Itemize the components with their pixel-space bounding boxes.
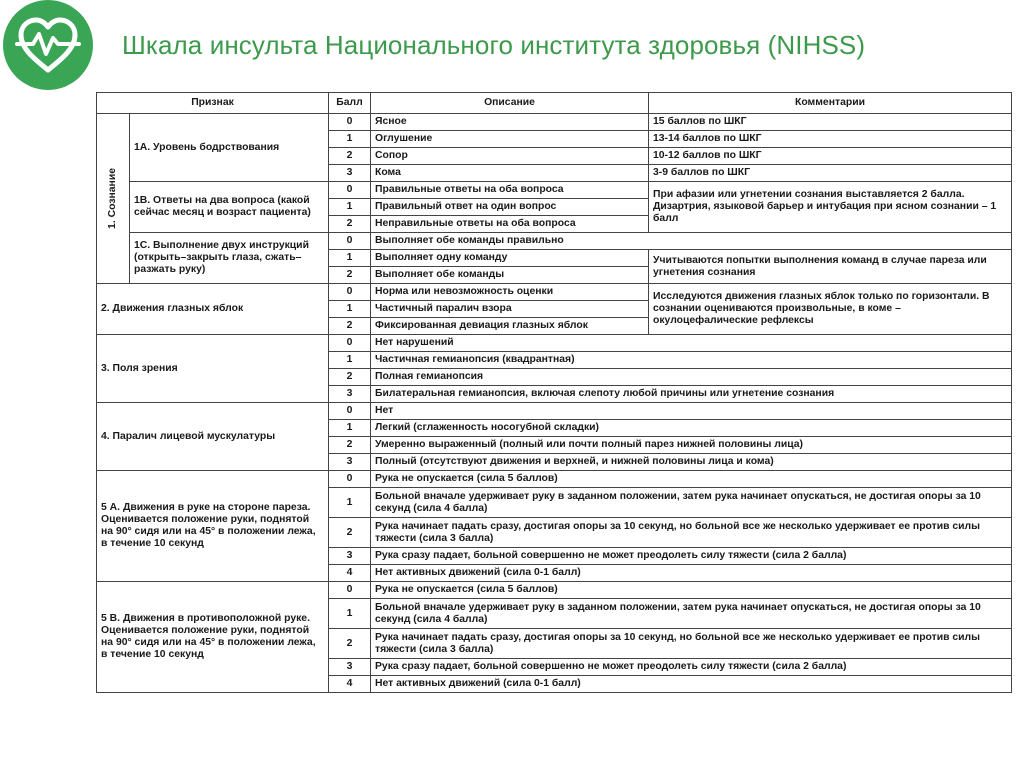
description-cell: Норма или невозможность оценки — [371, 284, 649, 301]
item-2-comment: Исследуются движения глазных яблок только по горизонтали. В сознании оцениваются произвольные, в коме – окулоцефалические рефлексы — [649, 284, 1012, 335]
item-1c-comment: Учитываются попытки выполнения команд в случае пареза или угнетения сознания — [649, 250, 1012, 284]
description-cell: Ясное — [371, 114, 649, 131]
score-cell: 4 — [329, 565, 371, 582]
score-cell: 1 — [329, 420, 371, 437]
score-cell: 0 — [329, 284, 371, 301]
item-1b-label: 1В. Ответы на два вопроса (какой сейчас месяц и возраст пациента) — [130, 182, 329, 233]
score-cell: 3 — [329, 454, 371, 471]
score-cell: 4 — [329, 676, 371, 693]
description-cell: Полный (отсутствуют движения и верхней, и нижней половины лица и кома) — [371, 454, 1012, 471]
description-cell: Рука сразу падает, больной совершенно не может преодолеть силу тяжести (сила 2 балла) — [371, 548, 1012, 565]
description-cell: Правильные ответы на оба вопроса — [371, 182, 649, 199]
table-row — [97, 582, 1012, 599]
score-cell: 1 — [329, 352, 371, 369]
description-cell: Кома — [371, 165, 649, 182]
logo — [3, 0, 93, 90]
comment-cell: 15 баллов по ШКГ — [649, 114, 1012, 131]
description-cell: Легкий (сглаженность носогубной складки) — [371, 420, 1012, 437]
comment-cell: 3-9 баллов по ШКГ — [649, 165, 1012, 182]
description-cell: Полная гемианопсия — [371, 369, 1012, 386]
item-5a-label: 5 А. Движения в руке на стороне пареза. Оценивается положение руки, поднятой на 90° сидя или на 45° в положении лежа, в течение 10 секунд — [97, 471, 329, 582]
description-cell: Рука не опускается (сила 5 баллов) — [371, 471, 1012, 488]
item-5b-label: 5 В. Движения в противоположной руке. Оценивается положение руки, поднятой на 90° сидя или на 45° в положении лежа, в течение 10 секунд — [97, 582, 329, 693]
heart-pulse-icon — [3, 0, 93, 90]
score-cell: 0 — [329, 335, 371, 352]
table-row — [97, 471, 1012, 488]
description-cell: Правильный ответ на один вопрос — [371, 199, 649, 216]
item-2-label: 2. Движения глазных яблок — [97, 284, 329, 335]
score-cell: 2 — [329, 216, 371, 233]
table-row — [97, 114, 1012, 131]
description-cell: Частичная гемианопсия (квадрантная) — [371, 352, 1012, 369]
header-row — [97, 93, 1012, 114]
score-cell: 0 — [329, 114, 371, 131]
score-cell: 3 — [329, 386, 371, 403]
description-cell: Рука начинает падать сразу, достигая опоры за 10 секунд, но больной все же несколько удерживает ее против силы тяжести (сила 3 балла) — [371, 629, 1012, 659]
description-cell: Частичный паралич взора — [371, 301, 649, 318]
header-comment: Комментарии — [649, 93, 1012, 114]
score-cell: 3 — [329, 548, 371, 565]
header-score: Балл — [329, 93, 371, 114]
description-cell: Сопор — [371, 148, 649, 165]
score-cell: 2 — [329, 437, 371, 454]
score-cell: 1 — [329, 250, 371, 267]
description-cell: Оглушение — [371, 131, 649, 148]
score-cell: 3 — [329, 659, 371, 676]
score-cell: 2 — [329, 318, 371, 335]
description-cell: Нет — [371, 403, 1012, 420]
score-cell: 2 — [329, 148, 371, 165]
description-cell: Умеренно выраженный (полный или почти полный парез нижней половины лица) — [371, 437, 1012, 454]
item-1b-comment: При афазии или угнетении сознания выставляется 2 балла. Дизартрия, языковой барьер и интубация при ясном сознании – 1 балл — [649, 182, 1012, 233]
score-cell: 2 — [329, 369, 371, 386]
header-description: Описание — [371, 93, 649, 114]
item-3-label: 3. Поля зрения — [97, 335, 329, 403]
score-cell: 2 — [329, 267, 371, 284]
description-cell: Выполняет одну команду — [371, 250, 649, 267]
item-1a-label: 1А. Уровень бодрствования — [130, 114, 329, 182]
description-cell: Рука начинает падать сразу, достигая опоры за 10 секунд, но больной все же несколько удерживает ее против силы тяжести (сила 3 балла) — [371, 518, 1012, 548]
score-cell: 1 — [329, 488, 371, 518]
nihss-table — [96, 92, 1012, 693]
consciousness-label-cell — [97, 114, 130, 284]
description-cell: Неправильные ответы на оба вопроса — [371, 216, 649, 233]
score-cell: 2 — [329, 518, 371, 548]
item-1c-label: 1С. Выполнение двух инструкций (открыть–закрыть глаза, сжать–разжать руку) — [130, 233, 329, 284]
description-cell: Выполняет обе команды правильно — [371, 233, 1012, 250]
description-cell: Нет активных движений (сила 0-1 балл) — [371, 565, 1012, 582]
page-title: Шкала инсульта Национального института здоровья (NIHSS) — [122, 30, 866, 60]
score-cell: 0 — [329, 471, 371, 488]
item-4-label: 4. Паралич лицевой мускулатуры — [97, 403, 329, 471]
score-cell: 0 — [329, 182, 371, 199]
comment-cell: 13-14 баллов по ШКГ — [649, 131, 1012, 148]
table-row — [97, 284, 1012, 301]
header-sign: Признак — [97, 93, 329, 114]
score-cell: 1 — [329, 599, 371, 629]
table-row — [97, 233, 1012, 250]
description-cell: Рука сразу падает, больной совершенно не может преодолеть силу тяжести (сила 2 балла) — [371, 659, 1012, 676]
score-cell: 0 — [329, 233, 371, 250]
table-row — [97, 182, 1012, 199]
comment-cell: 10-12 баллов по ШКГ — [649, 148, 1012, 165]
table-row — [97, 403, 1012, 420]
score-cell: 2 — [329, 629, 371, 659]
description-cell: Билатеральная гемианопсия, включая слепоту любой причины или угнетение сознания — [371, 386, 1012, 403]
description-cell: Больной вначале удерживает руку в заданном положении, затем рука начинает опускаться, не достигая опоры за 10 секунд (сила 4 балла) — [371, 599, 1012, 629]
description-cell: Рука не опускается (сила 5 баллов) — [371, 582, 1012, 599]
description-cell: Выполняет обе команды — [371, 267, 649, 284]
score-cell: 1 — [329, 131, 371, 148]
consciousness-label: 1. Сознание — [107, 168, 118, 229]
description-cell: Нет нарушений — [371, 335, 1012, 352]
score-cell: 3 — [329, 165, 371, 182]
description-cell: Фиксированная девиация глазных яблок — [371, 318, 649, 335]
table-row — [97, 335, 1012, 352]
score-cell: 1 — [329, 199, 371, 216]
score-cell: 1 — [329, 301, 371, 318]
description-cell: Больной вначале удерживает руку в заданном положении, затем рука начинает опускаться, не достигая опоры за 10 секунд (сила 4 балла) — [371, 488, 1012, 518]
description-cell: Нет активных движений (сила 0-1 балл) — [371, 676, 1012, 693]
score-cell: 0 — [329, 582, 371, 599]
score-cell: 0 — [329, 403, 371, 420]
